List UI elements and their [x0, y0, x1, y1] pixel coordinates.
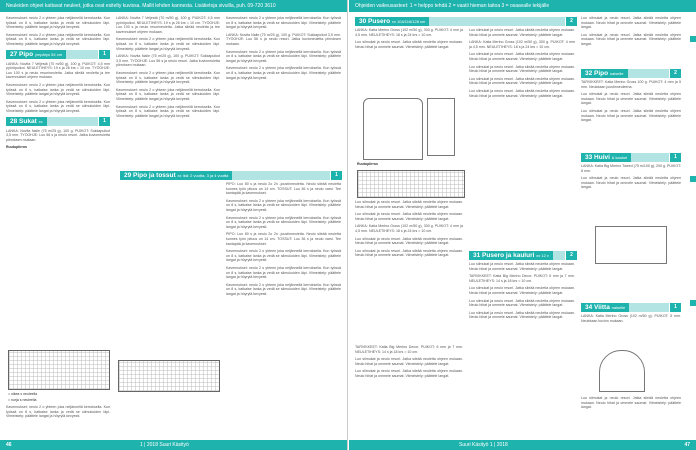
- section-27-header: [6, 50, 110, 59]
- section-34-header: [581, 303, 681, 312]
- right-column-3c: [581, 164, 681, 220]
- section-34-text: LANKA: Katia Merino Gross (102 m/50 g). PUIKOT: 5 mm. Neulotaan kuvion mukaan.: [581, 314, 681, 323]
- body-text: Kavennukset: neulo 2 o yhteen joka neljännellä kerroksella. Kun työssä on 8 s, katkaise lanka ja vedä se silmukoiden läpi. Viimeistely: päättele langat ja höyrytä kevyesti.: [226, 198, 341, 212]
- body-text: Kavennukset: neulo 2 o yhteen joka neljännellä kerroksella. Kun työssä on 8 s, katkaise lanka ja vedä se silmukoiden läpi. Viimeistely: päättele langat ja höyrytä kevyesti.: [116, 37, 220, 51]
- section-28-subtitle: xx: [38, 118, 43, 124]
- section-28-header: [6, 117, 110, 126]
- body-text: Kavennukset: neulo 2 o yhteen joka neljännellä kerroksella. Kun työssä on 8 s, katkaise lanka ja vedä se silmukoiden läpi. Viimeistely: päättele langat ja höyrytä kevyesti.: [6, 32, 110, 46]
- chart-label: Ruutupiirros: [357, 162, 378, 166]
- body-text: Kavennukset: neulo 2 o yhteen joka neljännellä kerroksella. Kun työssä on 8 s, katkaise lanka ja vedä se silmukoiden läpi. Viimeistely: päättele langat ja höyrytä kevyesti.: [226, 282, 341, 296]
- section-32-header: [581, 69, 681, 78]
- body-text: Luo silmukat ja neulo resori. Jatka sileää neuletta ohjeen mukaan. Neulo hihat ja ommele saumat. Viimeistely: päättele langat.: [469, 286, 575, 295]
- body-text: Kavennukset: neulo 2 o yhteen joka neljännellä kerroksella. Kun työssä on 8 s, katkaise lanka ja vedä se silmukoiden läpi. Viimeistely: päättele langat ja höyrytä kevyesti.: [6, 16, 110, 30]
- body-text: Luo silmukat ja neulo resori. Jatka sileää neuletta ohjeen mukaan. Neulo hihat ja ommele saumat. Viimeistely: päättele langat.: [469, 28, 575, 37]
- difficulty-badge: 2: [670, 69, 681, 78]
- body-text: Kavennukset: neulo 2 o yhteen joka neljännellä kerroksella. Kun työssä on 8 s, katkaise lanka ja vedä se silmukoiden läpi. Viimeistely: päättele langat ja höyrytä kevyesti.: [226, 265, 341, 280]
- right-column-2b: [469, 262, 575, 434]
- difficulty-badge: 2: [566, 17, 577, 26]
- right-column-3: [581, 16, 681, 66]
- knitting-chart-2: [118, 360, 220, 392]
- section-33-text: LANKA: Katia Big Merino Tweed (75 m/100 g), 200 g. PUIKOT: 8 mm.: [581, 164, 681, 173]
- section-27-subtitle: ympärys 54 cm: [34, 51, 63, 57]
- right-column-3d: [581, 314, 681, 344]
- section-28-text-cont: LANKA: Novita Nalle (75 m/25 g), 100 g. PUIKOT: Sukkapuikot 3,5 mm. TYÖOHJE: Luo 56 s ja neulo resori. Jatka kuvioneuletta piirroksen mukaan.: [116, 54, 220, 68]
- section-31-header: [469, 251, 577, 260]
- section-34-title: 34 Viitta: [585, 304, 610, 311]
- body-text: Kavennukset: neulo 2 o yhteen joka neljännellä kerroksella. Kun työssä on 8 s, katkaise lanka ja vedä se silmukoiden läpi. Viimeistely: päättele langat ja höyrytä kevyesti.: [226, 16, 341, 30]
- right-column-2: [469, 28, 575, 258]
- section-32-subtitle: naiselle: [609, 71, 624, 76]
- section-30-title: 30 Pusero: [359, 18, 391, 25]
- shawl-diagram: [595, 226, 667, 264]
- garment-diagram: [363, 98, 423, 160]
- body-text: Luo silmukat ja neulo resori. Jatka sileää neuletta ohjeen mukaan. Neulo hihat ja ommele saumat. Viimeistely: päättele langat.: [469, 310, 575, 320]
- legend-a: = oikea s neuleella: [8, 392, 38, 396]
- body-text: Luo silmukat ja neulo resori. Jatka sileää neuletta ohjeen mukaan. Neulo hihat ja ommele saumat. Viimeistely: päättele langat.: [469, 76, 575, 86]
- section-28-title: 28 Sukat: [10, 117, 37, 125]
- body-text: Luo silmukat ja neulo resori. Jatka sileää neuletta ohjeen mukaan. Neulo hihat ja ommele saumat. Viimeistely: päättele langat.: [581, 108, 681, 123]
- body-text: Luo silmukat ja neulo resori. Jatka sileää neuletta ohjeen mukaan. Neulo hihat ja ommele saumat. Viimeistely: päättele langat.: [355, 40, 463, 49]
- section-29-text: PIPO: Luo 80 s ja neulo 2o 2n -joustinneuletta. Neulo sileää neuletta kunnes työn pituus on 14 cm. TOSSUT: Luo 36 s ja neulo varsi. Tee kantapää ja kavennukset.: [226, 182, 341, 196]
- difficulty-badge: 1: [670, 303, 681, 312]
- body-text: Kavennukset: neulo 2 o yhteen joka neljännellä kerroksella. Kun työssä on 8 s, katkaise lanka ja vedä se silmukoiden läpi. Viimeistely: päättele langat ja höyrytä kevyesti.: [6, 405, 110, 419]
- section-29-subtitle: xx Ikä: 2 vuotta, 3 ja 4 vuotta: [177, 173, 229, 178]
- footer-text: Suuri Käsityö 1 | 2018: [459, 442, 508, 448]
- knitting-chart: [357, 170, 465, 198]
- body-text: Luo silmukat ja neulo resori. Jatka sileää neuletta ohjeen mukaan. Neulo hihat ja ommele saumat. Viimeistely: päättele langat.: [469, 64, 575, 74]
- body-text: PIPO: Luo 80 s ja neulo 2o 2n -joustinneuletta. Neulo sileää neuletta kunnes työn pituus on 14 cm. TOSSUT: Luo 36 s ja neulo varsi. Tee kantapää ja kavennukset.: [226, 232, 341, 246]
- section-31-wrap: [469, 248, 577, 263]
- right-column-1c: [355, 345, 463, 435]
- body-text: Luo silmukat ja neulo resori. Jatka sileää neuletta ohjeen mukaan. Neulo hihat ja ommele saumat. Viimeistely: päättele langat.: [469, 88, 575, 98]
- cape-diagram: [599, 350, 645, 392]
- chart-label: Ruutupiirros: [6, 145, 27, 150]
- right-column-3b: [581, 80, 681, 150]
- body-text: Kavennukset: neulo 2 o yhteen joka neljännellä kerroksella. Kun työssä on 8 s, katkaise lanka ja vedä se silmukoiden läpi. Viimeistely: päättele langat ja höyrytä kevyesti.: [116, 104, 220, 118]
- section-29-header: [120, 171, 342, 180]
- left-column-3b: [226, 182, 341, 432]
- page-number: 47: [684, 442, 690, 448]
- difficulty-badge: 2: [566, 251, 577, 260]
- difficulty-badge: 1: [99, 50, 110, 59]
- section-31-title: 31 Pusero ja kauluri: [473, 252, 535, 259]
- body-text: Kavennukset: neulo 2 o yhteen joka neljännellä kerroksella. Kun työssä on 8 s, katkaise lanka ja vedä se silmukoiden läpi. Viimeistely: päättele langat ja höyrytä kevyesti.: [6, 99, 110, 113]
- body-text: Kavennukset: neulo 2 o yhteen joka neljännellä kerroksella. Kun työssä on 8 s, katkaise lanka ja vedä se silmukoiden läpi. Viimeistely: päättele langat ja höyrytä kevyesti.: [226, 49, 341, 63]
- section-29-title: 29 Pipo ja tossut: [124, 172, 176, 179]
- legend-b: = nurja s neuleella: [8, 398, 37, 402]
- body-text: Luo silmukat ja neulo resori. Jatka sileää neuletta ohjeen mukaan. Neulo hihat ja ommele saumat. Viimeistely: päättele langat.: [355, 248, 463, 258]
- body-text: Kavennukset: neulo 2 o yhteen joka neljännellä kerroksella. Kun työssä on 8 s, katkaise lanka ja vedä se silmukoiden läpi. Viimeistely: päättele langat ja höyrytä kevyesti.: [6, 82, 110, 97]
- section-34-wrap: [581, 300, 681, 315]
- body-text: Luo silmukat ja neulo resori. Jatka sileää neuletta ohjeen mukaan. Neulo hihat ja ommele saumat. Viimeistely: päättele langat.: [581, 16, 681, 30]
- body-text: Kavennukset: neulo 2 o yhteen joka neljännellä kerroksella. Kun työssä on 8 s, katkaise lanka ja vedä se silmukoiden läpi. Viimeistely: päättele langat ja höyrytä kevyesti.: [226, 66, 341, 80]
- left-footer: [0, 440, 347, 450]
- body-text: Luo silmukat ja neulo resori. Jatka sileää neuletta ohjeen mukaan. Neulo hihat ja ommele saumat. Viimeistely: päättele langat.: [581, 176, 681, 190]
- section-31-subtitle: xx 12 v: [536, 253, 549, 258]
- difficulty-badge: 1: [331, 171, 342, 180]
- section-27-title: 27 Pipo: [10, 50, 34, 58]
- difficulty-badge: 1: [670, 153, 681, 162]
- body-text: Kavennukset: neulo 2 o yhteen joka neljännellä kerroksella. Kun työssä on 8 s, katkaise lanka ja vedä se silmukoiden läpi. Viimeistely: päättele langat ja höyrytä kevyesti.: [116, 70, 220, 85]
- page-number: 46: [6, 442, 12, 448]
- body-text: Kavennukset: neulo 2 o yhteen joka neljännellä kerroksella. Kun työssä on 8 s, katkaise lanka ja vedä se silmukoiden läpi. Viimeistely: päättele langat ja höyrytä kevyesti.: [226, 215, 341, 229]
- side-tab: [690, 36, 696, 42]
- side-tab: [690, 176, 696, 182]
- body-text: LANKA: Katia Merino Gross (102 m/50 g), 300 g. PUIKOT: 4 mm ja 4,5 mm. NEULETIHEYS: 18 s ja 24 krs = 10 cm.: [469, 40, 575, 49]
- body-text: LANKA: Novita Nalle (75 m/25 g), 100 g. PUIKOT: Sukkapuikot 3,5 mm. TYÖOHJE: Luo 56 s ja neulo resori. Jatka kuvioneuletta piirroksen mukaan.: [226, 32, 341, 46]
- section-31-text: TARVIKKEET: Katia Big Merino Decor. PUIKOT: 6 mm ja 7 mm. NEULETIHEYS: 14 s ja 18 krs = 10 cm.: [355, 345, 463, 354]
- section-27-text-cont: LANKA: Novita 7 Veljestä (70 m/50 g), 100 g. PUIKOT: 4,5 mm pyöröpuikot. NEULETIHEYS: 19 s ja 26 krs = 10 cm. TYÖOHJE: Luo 100 s ja neulo resorineuletta. Jatka sileää neuletta ja tee kavennukset ohjeen mukaan.: [116, 16, 220, 34]
- left-column-1-tail: [6, 405, 110, 435]
- body-text: Luo silmukat ja neulo resori. Jatka sileää neuletta ohjeen mukaan. Neulo hihat ja ommele saumat. Viimeistely: päättele langat.: [355, 369, 463, 378]
- left-column-3: [226, 16, 341, 186]
- difficulty-badge: 1: [99, 117, 110, 126]
- section-33-title: 33 Huivi: [585, 154, 610, 161]
- section-29-wrap: [120, 168, 342, 183]
- body-text: TARVIKKEET: Katia Big Merino Decor. PUIKOT: 6 mm ja 7 mm. NEULETIHEYS: 14 s ja 18 krs = 10 cm.: [469, 274, 575, 283]
- section-30-subtitle: xx 104/116/128 cm: [391, 19, 426, 24]
- body-text: Luo silmukat ja neulo resori. Jatka sileää neuletta ohjeen mukaan. Neulo hihat ja ommele saumat. Viimeistely: päättele langat.: [581, 92, 681, 106]
- right-page: [349, 0, 696, 450]
- body-text: Kavennukset: neulo 2 o yhteen joka neljännellä kerroksella. Kun työssä on 8 s, katkaise lanka ja vedä se silmukoiden läpi. Viimeistely: päättele langat ja höyrytä kevyesti.: [226, 249, 341, 263]
- body-text: Luo silmukat ja neulo resori. Jatka sileää neuletta ohjeen mukaan. Neulo hihat ja ommele saumat. Viimeistely: päättele langat.: [469, 298, 575, 308]
- body-text: Luo silmukat ja neulo resori. Jatka sileää neuletta ohjeen mukaan. Neulo hihat ja ommele saumat. Viimeistely: päättele langat.: [355, 357, 463, 366]
- section-27-text: LANKA: Novita 7 Veljestä (70 m/50 g), 100 g. PUIKOT: 4,5 mm pyöröpuikot. NEULETIHEYS: 19 s ja 26 krs = 10 cm. TYÖOHJE: Luo 100 s ja neulo resorineuletta. Jatka sileää neuletta ja tee kavennukset ohjeen mukaan.: [6, 61, 110, 80]
- right-column-3e: [581, 396, 681, 434]
- footer-text: 1 | 2018 Suuri Käsityö: [140, 442, 189, 448]
- body-text: Luo silmukat ja neulo resori. Jatka sileää neuletta ohjeen mukaan. Neulo hihat ja ommele saumat. Viimeistely: päättele langat.: [469, 52, 575, 61]
- body-text: Luo silmukat ja neulo resori. Jatka sileää neuletta ohjeen mukaan. Neulo hihat ja ommele saumat. Viimeistely: päättele langat.: [581, 396, 681, 410]
- body-text: Luo silmukat ja neulo resori. Jatka sileää neuletta ohjeen mukaan. Neulo hihat ja ommele saumat. Viimeistely: päättele langat.: [355, 212, 463, 221]
- body-text: Luo silmukat ja neulo resori. Jatka sileää neuletta ohjeen mukaan. Neulo hihat ja ommele saumat. Viimeistely: päättele langat.: [355, 236, 463, 246]
- body-text: LANKA: Katia Merino Gross (102 m/50 g), 300 g. PUIKOT: 4 mm ja 4,5 mm. NEULETIHEYS: 18 s ja 24 krs = 10 cm.: [355, 224, 463, 233]
- section-30-wrap: [355, 14, 577, 29]
- section-34-subtitle: naiselle: [611, 305, 626, 310]
- side-tab: [690, 300, 696, 306]
- section-30-text: LANKA: Katia Merino Gross (102 m/50 g), 300 g. PUIKOT: 4 mm ja 4,5 mm. NEULETIHEYS: 18 s ja 24 krs = 10 cm.: [355, 28, 463, 37]
- section-32-wrap: [581, 66, 681, 81]
- body-text: Luo silmukat ja neulo resori. Jatka sileää neuletta ohjeen mukaan. Neulo hihat ja ommele saumat. Viimeistely: päättele langat.: [469, 262, 575, 271]
- section-33-wrap: [581, 150, 681, 165]
- section-32-title: 32 Pipo: [585, 70, 609, 77]
- section-30-header: [355, 17, 577, 26]
- section-28-text: LANKA: Novita Nalle (75 m/25 g), 100 g. PUIKOT: Sukkapuikot 3,5 mm. TYÖOHJE: Luo 56 s ja neulo resori. Jatka kuvioneuletta piirroksen mukaan.: [6, 128, 110, 142]
- right-column-1: [355, 28, 463, 88]
- sleeve-diagram: [427, 98, 455, 156]
- body-text: Kavennukset: neulo 2 o yhteen joka neljännellä kerroksella. Kun työssä on 8 s, katkaise lanka ja vedä se silmukoiden läpi. Viimeistely: päättele langat ja höyrytä kevyesti.: [116, 87, 220, 101]
- body-text: Luo silmukat ja neulo resori. Jatka sileää neuletta ohjeen mukaan. Neulo hihat ja ommele saumat. Viimeistely: päättele langat.: [581, 32, 681, 46]
- right-header-banner: Ohjeiden vaikeusasteet: 1 = helppo tehdä 2 = vaatii hieman taitoa 3 = osaavalle tekijälle: [349, 0, 696, 12]
- body-text: Luo silmukat ja neulo resori. Jatka sileää neuletta ohjeen mukaan. Neulo hihat ja ommele saumat. Viimeistely: päättele langat.: [355, 200, 463, 209]
- section-32-text: TARVIKKEET: Katia Merino Gross 100 g. PUIKOT: 4 mm ja 5 mm. Neulotaan joustinneuleena.: [581, 80, 681, 89]
- section-33-subtitle: & kauluri: [611, 155, 628, 160]
- right-column-1b: [355, 200, 463, 340]
- knitting-chart: [8, 350, 110, 390]
- right-footer: [349, 440, 696, 450]
- left-header-banner: Neuleiden ohjeet kattavat neuleet, jotka ovat esitelty kuvissa. Mallit lehden kannesta. Lisätietoja sivuilla, puh. 09-720 3610: [0, 0, 347, 12]
- section-33-header: [581, 153, 681, 162]
